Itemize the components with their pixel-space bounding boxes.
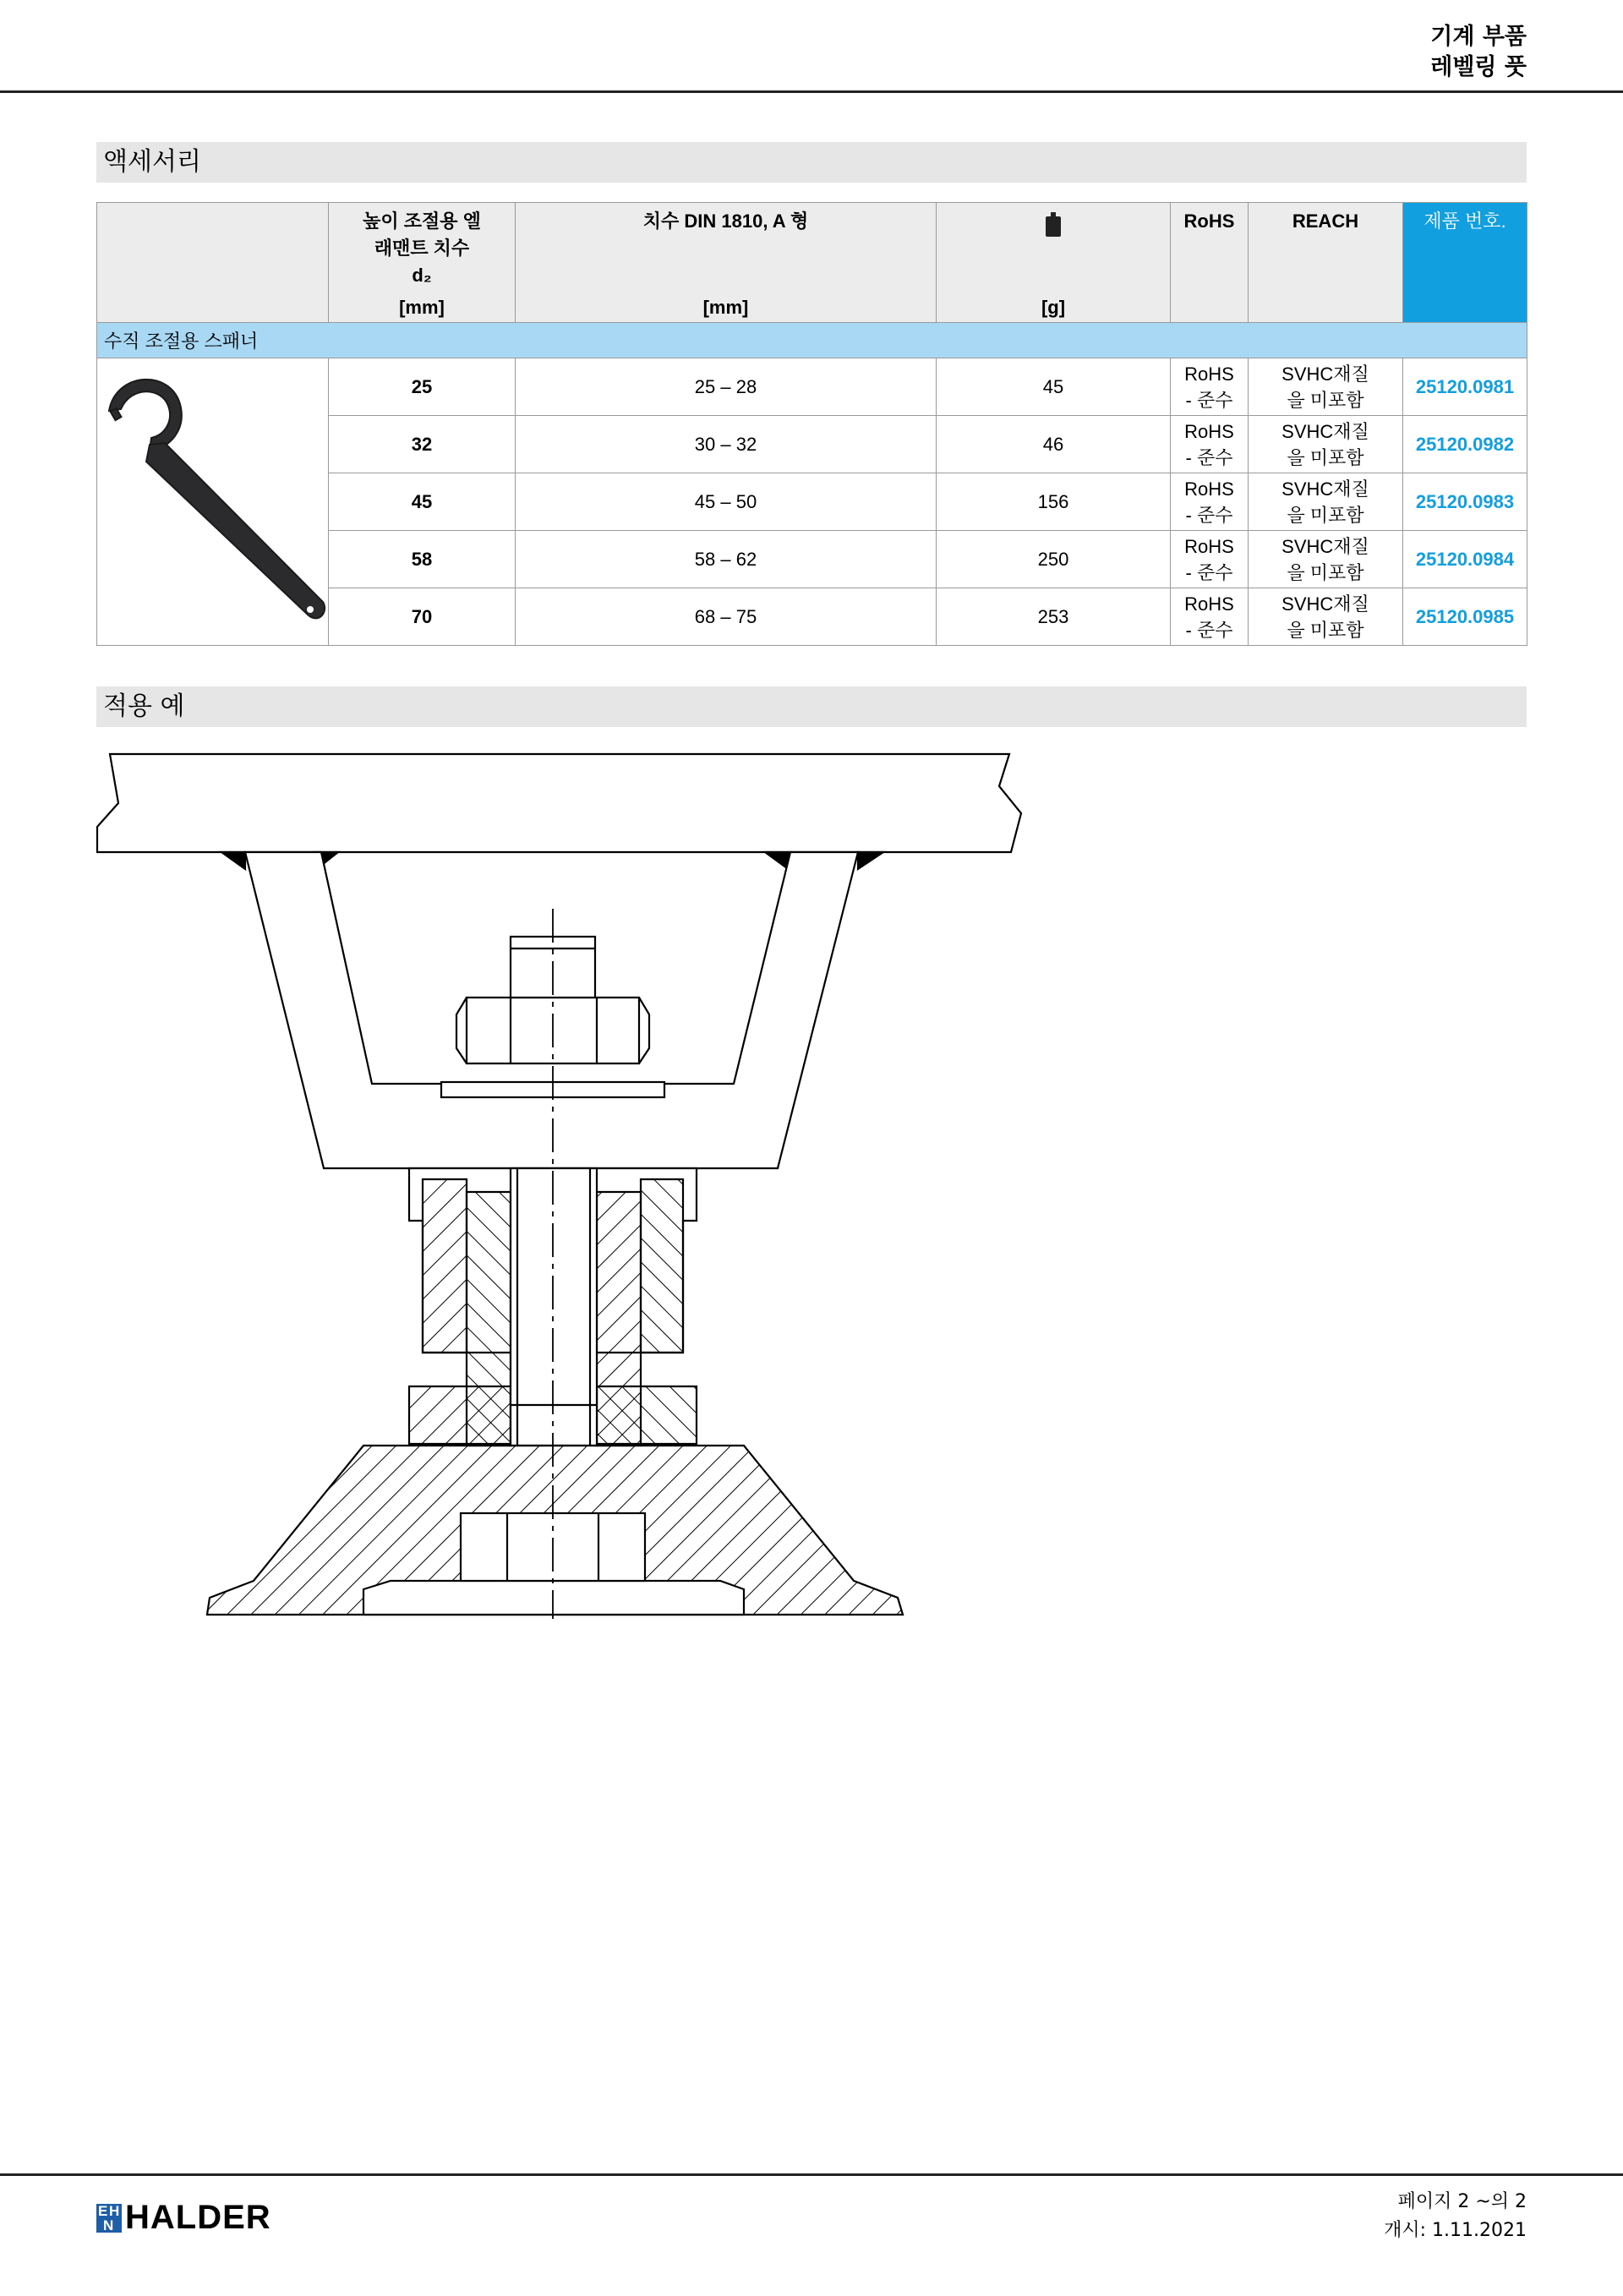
cell-part-number[interactable]: 25120.0982: [1403, 416, 1527, 473]
header-reach: [1249, 203, 1403, 323]
header-dimension: [516, 203, 937, 323]
header-part-number: [1403, 203, 1527, 323]
cell-d2: 45: [329, 473, 516, 531]
cell-d2: 70: [329, 588, 516, 646]
cell-d2: 25: [329, 358, 516, 416]
reach-line2: 을 미포함: [1287, 504, 1364, 526]
cell-dimension: 58 – 62: [516, 531, 937, 588]
weight-icon: [1045, 211, 1062, 238]
header-dimension-unit: [mm]: [702, 297, 749, 318]
cell-reach: [1249, 588, 1403, 646]
cell-rohs: [1171, 358, 1249, 416]
footer-divider: [0, 2173, 1623, 2176]
product-image-cell: [97, 358, 329, 646]
cell-reach: [1249, 473, 1403, 531]
header-adjust-line2: 래맨트 치수: [374, 238, 470, 259]
rohs-line2: - 준수: [1185, 389, 1233, 411]
rohs-line1: RoHS: [1184, 535, 1234, 557]
header-weight-unit: [g]: [1041, 297, 1066, 318]
reach-line1: SVHC재질: [1281, 363, 1369, 385]
header-weight: [937, 203, 1171, 323]
machine-plate: [97, 754, 1021, 852]
rohs-line1: RoHS: [1184, 593, 1234, 615]
reach-line2: 을 미포함: [1287, 389, 1364, 411]
group-row: [97, 323, 1527, 358]
header-subcategory: 레벨링 풋: [1430, 54, 1527, 80]
section-title-application: 적용 예: [96, 686, 1527, 727]
rohs-line2: - 준수: [1185, 619, 1233, 641]
section-title-accessories: 액세서리: [96, 142, 1527, 183]
reach-line2: 을 미포함: [1287, 561, 1364, 583]
cell-weight: 156: [937, 473, 1171, 531]
table-row: [97, 358, 1527, 416]
rohs-line2: - 준수: [1185, 504, 1233, 526]
rohs-line1: RoHS: [1184, 420, 1234, 442]
cell-part-number[interactable]: 25120.0981: [1403, 358, 1527, 416]
reach-line1: SVHC재질: [1281, 420, 1369, 442]
cell-reach: [1249, 531, 1403, 588]
header-rohs-label: RoHS: [1183, 210, 1235, 232]
page-number: 페이지 2 ~의 2: [1397, 2191, 1527, 2212]
reach-line1: SVHC재질: [1281, 535, 1369, 557]
cell-part-number[interactable]: 25120.0985: [1403, 588, 1527, 646]
cell-weight: 253: [937, 588, 1171, 646]
cell-reach: [1249, 358, 1403, 416]
header-rohs: [1171, 203, 1249, 323]
header-category: 기계 부품: [1430, 24, 1527, 50]
cell-reach: [1249, 416, 1403, 473]
header-adjust-line1: 높이 조절용 엘: [363, 210, 481, 232]
group-label: 수직 조절용 스패너: [97, 323, 1527, 358]
footer-info: [1384, 2188, 1527, 2245]
rohs-line1: RoHS: [1184, 478, 1234, 500]
cell-dimension: 25 – 28: [516, 358, 937, 416]
cell-rohs: [1171, 473, 1249, 531]
halder-logo: [96, 2199, 271, 2237]
rohs-line2: - 준수: [1185, 446, 1233, 468]
issue-date: 개시: 1.11.2021: [1384, 2220, 1527, 2241]
cell-part-number[interactable]: 25120.0984: [1403, 531, 1527, 588]
reach-line2: 을 미포함: [1287, 446, 1364, 468]
cell-weight: 45: [937, 358, 1171, 416]
cell-rohs: [1171, 416, 1249, 473]
document-header: [1430, 22, 1527, 83]
header-part-number-label: 제품 번호.: [1424, 210, 1506, 232]
rohs-line2: - 준수: [1185, 561, 1233, 583]
cell-rohs: [1171, 531, 1249, 588]
cell-dimension: 68 – 75: [516, 588, 937, 646]
logo-text: HALDER: [125, 2199, 271, 2236]
reach-line1: SVHC재질: [1281, 593, 1369, 615]
cell-d2: 58: [329, 531, 516, 588]
cell-weight: 250: [937, 531, 1171, 588]
table-header-row: [97, 203, 1527, 323]
header-dimension-label: 치수 DIN 1810, A 형: [642, 210, 809, 232]
header-adjust-unit: [mm]: [399, 297, 445, 318]
cell-part-number[interactable]: 25120.0983: [1403, 473, 1527, 531]
header-adjust-symbol: d₂: [412, 265, 432, 286]
logo-mark-icon: E H N: [96, 2204, 122, 2233]
cell-rohs: [1171, 588, 1249, 646]
rohs-line1: RoHS: [1184, 363, 1234, 385]
cell-d2: 32: [329, 416, 516, 473]
header-adjust-d2: [329, 203, 516, 323]
header-divider: [0, 90, 1623, 93]
cell-weight: 46: [937, 416, 1171, 473]
application-drawing: [95, 747, 1041, 1626]
header-reach-label: REACH: [1292, 210, 1359, 232]
accessories-table: [96, 202, 1527, 646]
header-image-cell: [97, 203, 329, 323]
spanner-image: [99, 360, 327, 639]
reach-line2: 을 미포함: [1287, 619, 1364, 641]
cell-dimension: 30 – 32: [516, 416, 937, 473]
cell-dimension: 45 – 50: [516, 473, 937, 531]
reach-line1: SVHC재질: [1281, 478, 1369, 500]
